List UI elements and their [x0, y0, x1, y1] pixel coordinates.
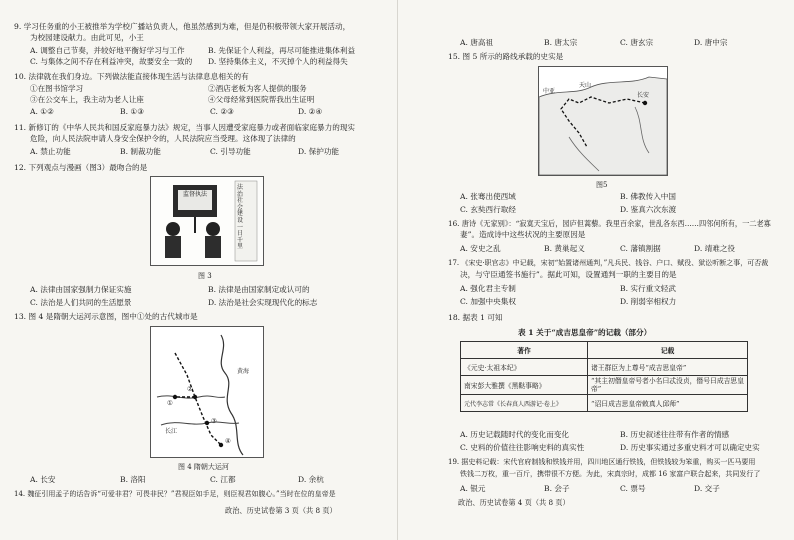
q9-option-d: D. 坚持集体主义，不灭掉个人的利益得失: [208, 57, 348, 66]
route-map-drawing: [539, 67, 667, 175]
q11-option-d: D. 保护功能: [298, 147, 340, 156]
map-mark-4: ④: [225, 437, 231, 445]
silk-road-map: [538, 66, 668, 176]
q17-stem-cont: 决，与守臣通签书施行”。据此可知，设置通判一职的主要目的是: [460, 270, 677, 279]
q18-option-c: C. 史料的价值往往影响史料的真实性: [460, 443, 585, 452]
q10-option-d: D. ②④: [298, 107, 323, 116]
q10-item-1: ①在图书馆学习: [30, 84, 84, 93]
q10-item-3: ③在公交车上，我主动为老人让座: [30, 95, 144, 104]
q17-stem: 17. 《宋史·职官志》中记载，宋初“始置诸州通判，”凡兵民、钱谷、户口、赋役、狱讼听断之事，可否裁: [448, 259, 769, 267]
table-cell: “诏曰成吉思皇帝敕真人邱师”: [588, 395, 748, 412]
q10-stem: 10. 法律就在我们身边。下列做法能直接体现生活与法律息息相关的有: [14, 72, 249, 81]
q19-option-d: D. 交子: [694, 484, 720, 493]
map-mark-3: ③: [211, 417, 217, 425]
cartoon-figure: [150, 176, 264, 266]
q9-stem: 9. 学习任务重的小王被推举为学校广播站负责人，他虽然感到为难，但是仍积极带领大家开展活动，: [14, 22, 351, 31]
figure-4-caption: 图 4 隋朝大运河: [178, 463, 229, 471]
table-1: [460, 341, 748, 412]
q13-stem: 13. 图 4 是隋朝大运河示意图，图中①处的古代城市是: [14, 312, 198, 321]
table-cell: 诸王群臣为上尊号“成吉思皇帝”: [588, 359, 748, 376]
q10-item-4: ④父母经常到医院帮我出生证明: [208, 95, 315, 104]
q15-stem: 15. 图 5 所示的路线承载的史实是: [448, 52, 564, 61]
q10-option-a: A. ①②: [30, 107, 54, 116]
table-cell: 南宋彭大雅撰《黑鞑事略》: [461, 376, 588, 395]
q15-option-d: D. 鉴真六次东渡: [620, 205, 677, 214]
q14-stem: 14. 魏征引用孟子的话告诉“可爱非君？可畏非民？”君视臣如手足，则臣视君如腹心。”当时在位的皇帝是: [14, 490, 336, 498]
table-row: [461, 376, 748, 395]
q15-option-b: B. 佛教传入中国: [620, 192, 676, 201]
table-header-record: 记载: [588, 342, 748, 359]
q19-option-a: A. 银元: [460, 484, 486, 493]
map-mark-1: ①: [167, 399, 173, 407]
q16-stem: 16. 唐诗《无家别》：“寂寞天宝后，园庐但蒿藜。我里百余家，世乱各东西……四邻何所有，一二老寡: [448, 219, 771, 228]
map-label-river: 长江: [165, 428, 178, 435]
table-cell: 元代李志常《长春真人西游记·卷上》: [461, 395, 588, 412]
q10-item-2: ②酒店老板为客人提供的服务: [208, 84, 307, 93]
q19-option-c: C. 票号: [620, 484, 646, 493]
q12-option-c: C. 法治是人们共同的生活愿景: [30, 298, 132, 307]
figure-5-caption: 图5: [596, 181, 608, 189]
table-cell: “其主初僭皇帝号者小名曰忒没贞，僭号曰成吉思皇帝”: [588, 376, 748, 395]
q15-option-c: C. 玄奘西行取经: [460, 205, 516, 214]
figure-3-caption: 图 3: [198, 272, 212, 280]
table-header-row: [461, 342, 748, 359]
q18-option-d: D. 历史事实通过多重史料才可以确定史实: [620, 443, 760, 452]
q16-option-d: D. 靖难之役: [694, 244, 736, 253]
q17-option-d: D. 削弱宰相权力: [620, 297, 677, 306]
map-label-sea: 黄海: [237, 368, 250, 375]
q16-option-a: A. 安史之乱: [460, 244, 501, 253]
q18-stem: 18. 据表 1 可知: [448, 313, 503, 322]
map-label-tianshan: 天山: [579, 82, 592, 89]
cartoon-sign: 监督执法: [182, 191, 207, 198]
q9-option-a: A. 调整自己节奏，并较好地平衡好学习与工作: [30, 46, 185, 55]
q12-option-b: B. 法律是由国家制定或认可的: [208, 285, 310, 294]
q13-option-d: D. 余杭: [298, 475, 324, 484]
q18-option-a: A. 历史记载随时代的变化而变化: [460, 430, 570, 439]
map-label-central-asia: 中亚: [543, 88, 556, 95]
q14-option-b: B. 唐太宗: [544, 38, 578, 47]
q12-option-a: A. 法律由国家强制力保证实施: [30, 285, 132, 294]
q14-option-c: C. 唐玄宗: [620, 38, 654, 47]
table-1-title: 表 1 关于“成吉思皇帝”的记载（部分）: [518, 328, 652, 337]
q14-option-a: A. 唐高祖: [460, 38, 494, 47]
table-row: [461, 395, 748, 412]
q17-option-c: C. 加强中央集权: [460, 297, 516, 306]
q9-stem-cont: 为校园建设献力。由此可见，小王: [30, 33, 144, 42]
map-label-changan: 长安: [637, 92, 650, 99]
q13-option-c: C. 江都: [210, 475, 236, 484]
map-mark-2: ②: [187, 385, 193, 393]
q18-option-b: B. 历史叙述往往带有作者的情感: [620, 430, 730, 439]
q11-option-a: A. 禁止功能: [30, 147, 71, 156]
q11-option-c: C. 引导功能: [210, 147, 251, 156]
q11-stem-cont: 危险，向人民法院申请人身安全保护令的，人民法院应当受理。这体现了法律的: [30, 134, 296, 143]
q10-option-c: C. ②③: [210, 107, 234, 116]
q13-option-b: B. 洛阳: [120, 475, 146, 484]
q10-option-b: B. ①③: [120, 107, 145, 116]
right-page: [397, 0, 794, 540]
table-cell: 《元史·太祖本纪》: [461, 359, 588, 376]
q11-option-b: B. 制裁功能: [120, 147, 161, 156]
q17-option-b: B. 实行重文轻武: [620, 284, 676, 293]
page-3-footer: 政治、历史试卷第 3 页（共 8 页）: [225, 506, 337, 515]
table-header-work: 著作: [461, 342, 588, 359]
cartoon-side-text: 法治社会建设一日千里: [237, 184, 244, 251]
page-4-footer: 政治、历史试卷第 4 页（共 8 页）: [458, 498, 570, 507]
q15-option-a: A. 张骞出使西域: [460, 192, 516, 201]
q19-option-b: B. 会子: [544, 484, 570, 493]
canal-map: [150, 326, 264, 458]
q9-option-c: C. 与集体之间不存在利益冲突，故要安全一致的: [30, 57, 193, 66]
q19-stem-cont: 铁钱二万枚，重一百斤，携带很不方便。为此，宋真宗时，成都 16 家富户联合起来，共同发行了: [460, 470, 761, 478]
q16-stem-cont: 妻”。造成诗中这些状况的主要原因是: [460, 230, 586, 239]
canal-map-drawing: [151, 327, 263, 457]
q12-stem: 12. 下列观点与漫画（图3）最吻合的是: [14, 163, 148, 172]
table-row: [461, 359, 748, 376]
q11-stem: 11. 新修订的《中华人民共和国反家庭暴力法》规定，当事人因遭受家庭暴力或者面临家庭暴力的现实: [14, 123, 356, 132]
q16-option-b: B. 黄巢起义: [544, 244, 585, 253]
q16-option-c: C. 藩镇割据: [620, 244, 661, 253]
q14-option-d: D. 唐中宗: [694, 38, 728, 47]
q19-stem: 19. 据史料记载：宋代官府制钱和铁钱并用，四川地区通行铁钱，但铁钱较为笨重，购买一匹马要用: [448, 458, 756, 466]
q13-option-a: A. 长安: [30, 475, 56, 484]
q9-option-b: B. 先保证个人利益，再尽可能推进集体利益: [208, 46, 356, 55]
q12-option-d: D. 法治是社会实现现代化的标志: [208, 298, 318, 307]
q17-option-a: A. 强化君主专制: [460, 284, 516, 293]
